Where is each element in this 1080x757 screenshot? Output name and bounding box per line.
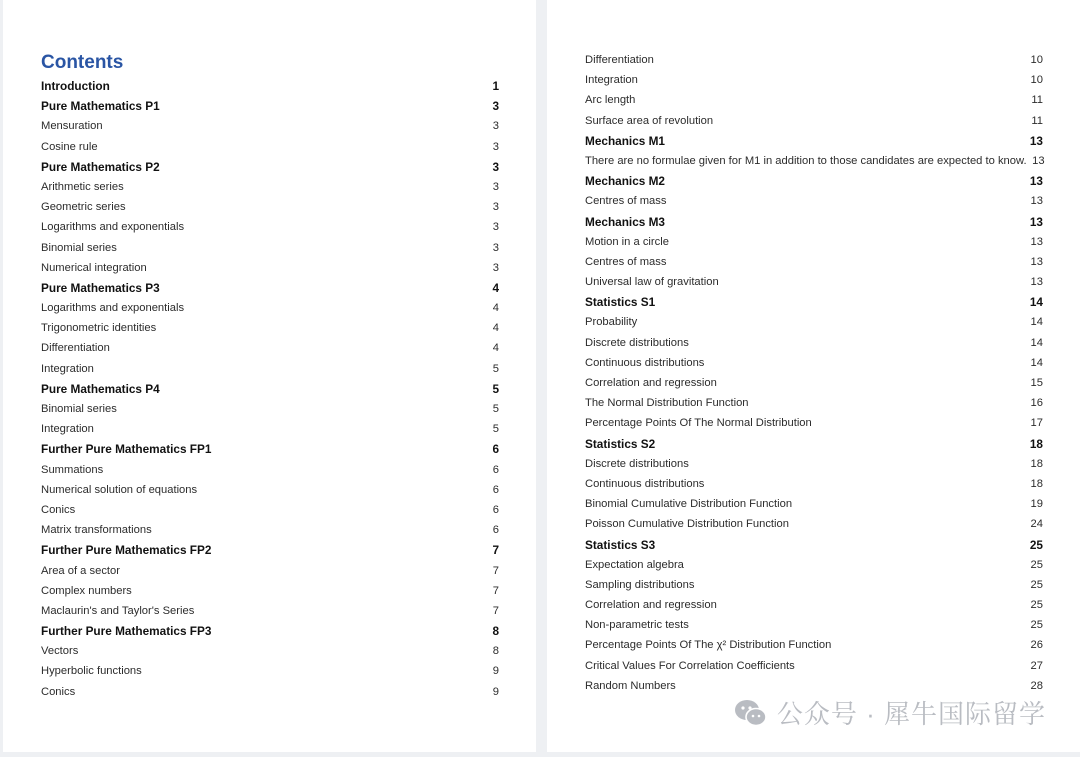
toc-page-number: 4 [492,342,499,355]
toc-entry [41,641,499,661]
toc-page-number: 9 [492,685,499,698]
toc-entry-label: Pure Mathematics P3 [41,280,160,295]
toc-page-number: 25 [1030,578,1043,591]
toc-entry [585,555,1043,575]
toc-entry [585,90,1043,110]
toc-entry-label: Motion in a circle [585,235,669,248]
toc-page-number: 13 [1029,133,1043,148]
toc-entry [585,151,1043,171]
toc-entry-label: Probability [585,316,638,329]
toc-page-number: 4 [492,280,499,295]
toc-page-number: 16 [1030,397,1043,410]
toc-page-number: 13 [1030,276,1043,289]
toc-page-number: 3 [492,99,499,114]
toc-entry [41,197,499,217]
toc-page-number: 11 [1031,114,1043,127]
toc-entry [41,581,499,601]
toc-entry-label: Further Pure Mathematics FP1 [41,442,212,457]
toc-entry [41,258,499,278]
toc-entry-label: Continuous distributions [585,477,705,490]
toc-entry-label: Logarithms and exponentials [41,302,185,315]
toc-entry-label: Numerical solution of equations [41,483,198,496]
toc-page-number: 3 [492,120,499,133]
toc-entry-label: Non-parametric tests [585,619,689,632]
toc-entry-label: Complex numbers [41,584,132,597]
toc-entry [41,298,499,318]
toc-entry [41,419,499,439]
toc-entry-label: Geometric series [41,201,126,214]
toc-page-number: 3 [492,140,499,153]
toc-entry [585,373,1043,393]
toc-section-heading [585,131,1043,151]
toc-entry-label: Statistics S3 [585,537,656,552]
toc-entry [41,460,499,480]
toc-entry-label: Arc length [585,94,636,107]
toc-section-heading [41,157,499,177]
toc-entry-label: Sampling distributions [585,578,695,591]
toc-entry-label: Universal law of gravitation [585,276,719,289]
toc-entry-label: Further Pure Mathematics FP3 [41,624,212,639]
toc-page-number: 5 [492,381,499,396]
toc-entry [585,676,1043,696]
wechat-icon [733,698,769,728]
toc-entry [41,359,499,379]
toc-entry [585,191,1043,211]
toc-page-number: 18 [1030,477,1043,490]
toc-entry [41,137,499,157]
toc-page-number: 25 [1030,619,1043,632]
toc-entry [585,656,1043,676]
toc-entry-label: Further Pure Mathematics FP2 [41,543,212,558]
toc-entry-label: Integration [41,362,94,375]
toc-page-number: 25 [1029,537,1043,552]
toc-entry [585,595,1043,615]
contents-title: Contents [41,52,124,73]
toc-section-heading [585,535,1043,555]
toc-entry-label: Differentiation [41,342,110,355]
toc-page-number: 6 [492,524,499,537]
toc-entry-label: Discrete distributions [585,336,689,349]
toc-page-number: 13 [1030,255,1043,268]
toc-section-heading [585,292,1043,312]
toc-page-number: 3 [492,261,499,274]
toc-entry [41,177,499,197]
toc-entry [585,252,1043,272]
toc-entry-label: Conics [41,685,76,698]
toc-entry-label: Hyperbolic functions [41,665,142,678]
toc-page-number: 8 [492,645,499,658]
toc-entry-label: Area of a sector [41,564,120,577]
toc-entry-label: Mechanics M3 [585,214,665,229]
toc-entry [41,480,499,500]
toc-page-number: 3 [492,159,499,174]
toc-page-number: 25 [1030,599,1043,612]
toc-entry [41,682,499,702]
toc-entry-label: Binomial series [41,403,117,415]
toc-section-heading [585,434,1043,454]
toc-left-column [41,76,499,702]
toc-entry [585,413,1043,433]
toc-page-number: 28 [1030,679,1043,692]
toc-page-number: 24 [1030,518,1043,531]
toc-entry-label: Trigonometric identities [41,322,157,335]
toc-section-heading [41,96,499,116]
toc-entry-label: Vectors [41,645,79,658]
toc-page-number: 7 [492,543,499,558]
toc-page-number: 11 [1031,94,1043,107]
toc-right-column [585,50,1043,696]
toc-entry [585,514,1043,534]
toc-entry-label: Percentage Points Of The χ² Distribution Function [585,639,832,652]
toc-entry [585,494,1043,514]
toc-entry-label: Differentiation [585,54,654,66]
toc-entry-label: Logarithms and exponentials [41,221,185,234]
toc-entry-label: Random Numbers [585,679,676,692]
toc-entry-label: Integration [41,423,94,436]
toc-page-number: 3 [492,221,499,234]
toc-section-heading [585,171,1043,191]
toc-entry-label: Correlation and regression [585,377,717,389]
toc-page-number: 14 [1030,316,1043,329]
toc-page-number: 4 [492,322,499,335]
toc-page-number: 13 [1032,154,1045,167]
toc-page-number: 7 [492,604,499,617]
toc-entry [41,116,499,136]
toc-entry [585,272,1043,292]
toc-entry-label: Expectation algebra [585,558,684,571]
toc-entry [585,70,1043,90]
toc-entry [41,500,499,520]
toc-entry-label: Centres of mass [585,195,667,208]
toc-entry [41,217,499,237]
toc-entry-label: Matrix transformations [41,524,152,537]
toc-page-number: 6 [492,503,499,516]
toc-entry-label: Surface area of revolution [585,114,714,127]
toc-page-number: 15 [1030,377,1043,389]
toc-page-number: 3 [492,241,499,254]
toc-entry [41,661,499,681]
toc-entry-label: Discrete distributions [585,457,689,470]
toc-entry [585,333,1043,353]
toc-entry-label: Conics [41,503,76,516]
toc-entry [585,50,1043,70]
toc-page-number: 10 [1030,54,1043,66]
toc-page-number: 10 [1030,74,1043,87]
toc-entry-label: Critical Values For Correlation Coefficients [585,659,795,672]
toc-entry [41,601,499,621]
toc-entry [41,338,499,358]
toc-page-number: 6 [492,463,499,476]
page-left [3,0,536,752]
toc-page-number: 26 [1030,639,1043,652]
toc-page-number: 13 [1029,214,1043,229]
toc-entry [41,238,499,258]
toc-entry-label: Poisson Cumulative Distribution Function [585,518,789,531]
toc-entry-label: Pure Mathematics P2 [41,159,160,174]
toc-entry [585,353,1043,373]
toc-page-number: 3 [492,180,499,193]
toc-entry-label: Binomial series [41,241,117,254]
toc-entry-label: Integration [585,74,638,87]
toc-page-number: 3 [492,201,499,214]
toc-section-heading [41,621,499,641]
toc-section-heading [585,212,1043,232]
toc-entry-label: There are no formulae given for M1 in addition to those candidates are expected to know. [585,154,1027,167]
toc-entry-label: Binomial Cumulative Distribution Function [585,498,793,511]
toc-page-number: 18 [1030,457,1043,470]
toc-page-number: 9 [492,665,499,678]
toc-entry [585,111,1043,131]
toc-entry [41,399,499,419]
toc-page-number: 27 [1030,659,1043,672]
toc-page-number: 14 [1030,336,1043,349]
toc-entry-label: Statistics S2 [585,436,656,451]
toc-entry-label: Maclaurin's and Taylor's Series [41,604,195,617]
page-right [547,0,1080,752]
toc-entry-label: Mechanics M1 [585,133,665,148]
toc-entry-label: Mechanics M2 [585,174,665,189]
toc-entry-label: Percentage Points Of The Normal Distribution [585,417,812,430]
toc-page-number: 5 [492,423,499,436]
toc-entry [41,318,499,338]
toc-page-number: 19 [1030,498,1043,511]
toc-entry [41,520,499,540]
toc-entry [585,615,1043,635]
toc-page-number: 4 [492,302,499,315]
toc-entry-label: Centres of mass [585,255,667,268]
toc-entry [585,454,1043,474]
toc-entry [585,312,1043,332]
toc-entry-label: Cosine rule [41,140,98,153]
toc-entry-label: The Normal Distribution Function [585,397,749,410]
toc-page-number: 5 [492,403,499,415]
toc-section-heading [41,278,499,298]
toc-page-number: 7 [492,584,499,597]
toc-entry [585,393,1043,413]
toc-page-number: 8 [492,624,499,639]
toc-entry-label: Pure Mathematics P1 [41,99,160,114]
toc-entry-label: Pure Mathematics P4 [41,381,160,396]
toc-page-number: 7 [492,564,499,577]
toc-entry [585,635,1043,655]
toc-entry [585,575,1043,595]
toc-page-number: 13 [1029,174,1043,189]
toc-entry-label: Summations [41,463,104,476]
toc-entry [585,474,1043,494]
toc-page-number: 5 [492,362,499,375]
watermark [733,694,1046,731]
toc-section-heading [41,540,499,560]
watermark-text: 公众号 · 犀牛国际留学 [776,699,1046,729]
toc-entry [585,232,1043,252]
toc-page-number: 13 [1030,195,1043,208]
toc-page-number: 17 [1030,417,1043,430]
toc-section-heading [41,379,499,399]
toc-page-number: 18 [1029,436,1043,451]
toc-section-heading [41,76,499,96]
toc-section-heading [41,439,499,459]
toc-page-number: 25 [1030,558,1043,571]
toc-page-number: 6 [492,483,499,496]
toc-entry [41,561,499,581]
toc-entry-label: Arithmetic series [41,180,124,193]
toc-entry-label: Introduction [41,79,110,93]
toc-page-number: 14 [1030,356,1043,369]
toc-entry-label: Correlation and regression [585,599,717,612]
toc-page-number: 13 [1030,235,1043,248]
toc-entry-label: Statistics S1 [585,295,656,310]
toc-page-number: 6 [492,442,499,457]
toc-entry-label: Mensuration [41,120,103,133]
toc-entry-label: Continuous distributions [585,356,705,369]
toc-entry-label: Numerical integration [41,261,147,274]
toc-page-number: 14 [1029,295,1043,310]
toc-page-number: 1 [492,79,499,93]
